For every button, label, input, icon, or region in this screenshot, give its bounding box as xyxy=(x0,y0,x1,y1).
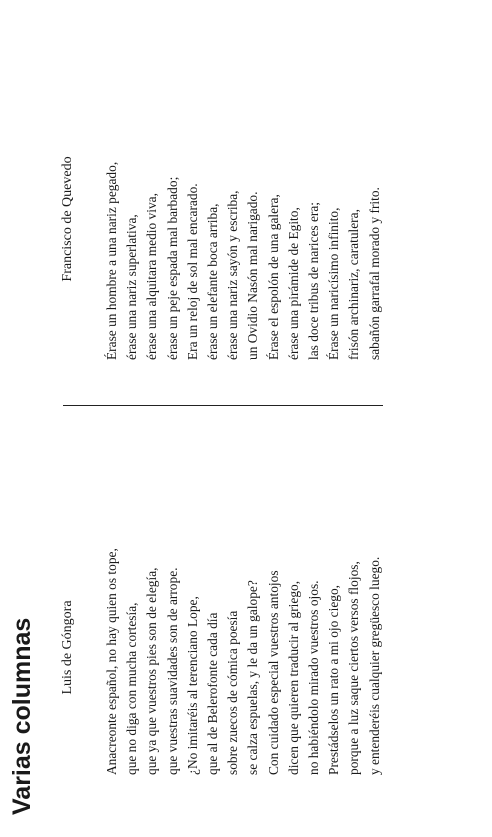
verse-line: érase una alquitara medio viva, xyxy=(144,193,160,360)
verse-line: Érase un hombre a una nariz pegado, xyxy=(104,161,119,360)
verse-line: frisón archinariz, caratulera, xyxy=(346,209,362,360)
poem-quevedo xyxy=(60,0,385,360)
verse-line: sobre zuecos de cómica poesía xyxy=(225,610,241,775)
verse-line: érase un elefante boca arriba, xyxy=(205,203,221,360)
verse-line: no habiéndolo mirado vuestros ojos. xyxy=(306,580,322,775)
verse-line: que al de Belerofonte cada día xyxy=(205,612,221,775)
poem-author: Luis de Góngora xyxy=(60,600,75,695)
verse-line: que ya que vuestros pies son de elegía, xyxy=(144,567,160,775)
verse-line: érase una nariz superlativa, xyxy=(124,214,140,360)
verse-line: Con cuidado especial vuestros antojos xyxy=(265,570,281,775)
verse-line: Anacreonte español, no hay quien os tope, xyxy=(104,548,119,775)
column-divider xyxy=(63,405,383,406)
verse-line: ¿No imitaréis al terenciano Lope, xyxy=(184,596,200,775)
verse-list xyxy=(102,395,385,775)
verse-line: dicen que quieren traducir al griego, xyxy=(285,580,301,775)
verse-line: que vuestras suavidades son de arrope. xyxy=(164,567,180,775)
verse-line: érase una nariz sayón y escriba, xyxy=(225,190,241,360)
verse-line: que no diga con mucha cortesía, xyxy=(124,602,140,775)
verse-line: érase un peje espada mal barbado; xyxy=(164,176,180,360)
poem-author: Francisco de Quevedo xyxy=(60,156,75,282)
verse-line: Era un reloj de sol mal encarado. xyxy=(184,183,200,360)
verse-line: sabañón garrafal morado y frito. xyxy=(366,187,382,360)
poem-gongora xyxy=(60,395,385,775)
verse-line: y entenderéis cualquier gregüesco luego. xyxy=(366,556,382,775)
verse-line: Érase el espolón de una galera, xyxy=(265,194,281,360)
verse-line: érase una pirámide de Egito, xyxy=(285,207,301,360)
page-title: Varias columnas xyxy=(8,617,36,815)
verse-line: se calza espuelas, y le da un galope? xyxy=(245,580,261,775)
verse-line: Érase un naricísimo infinito, xyxy=(326,207,342,360)
verse-line: porque a luz saque ciertos versos flojos, xyxy=(346,561,362,775)
verse-list xyxy=(102,0,385,360)
verse-line: Prestádselos un rato a mi ojo ciego, xyxy=(326,584,342,775)
verse-line: un Ovidio Nasón mal narigado. xyxy=(245,191,261,360)
verse-line: las doce tribus de narices era; xyxy=(306,201,322,360)
